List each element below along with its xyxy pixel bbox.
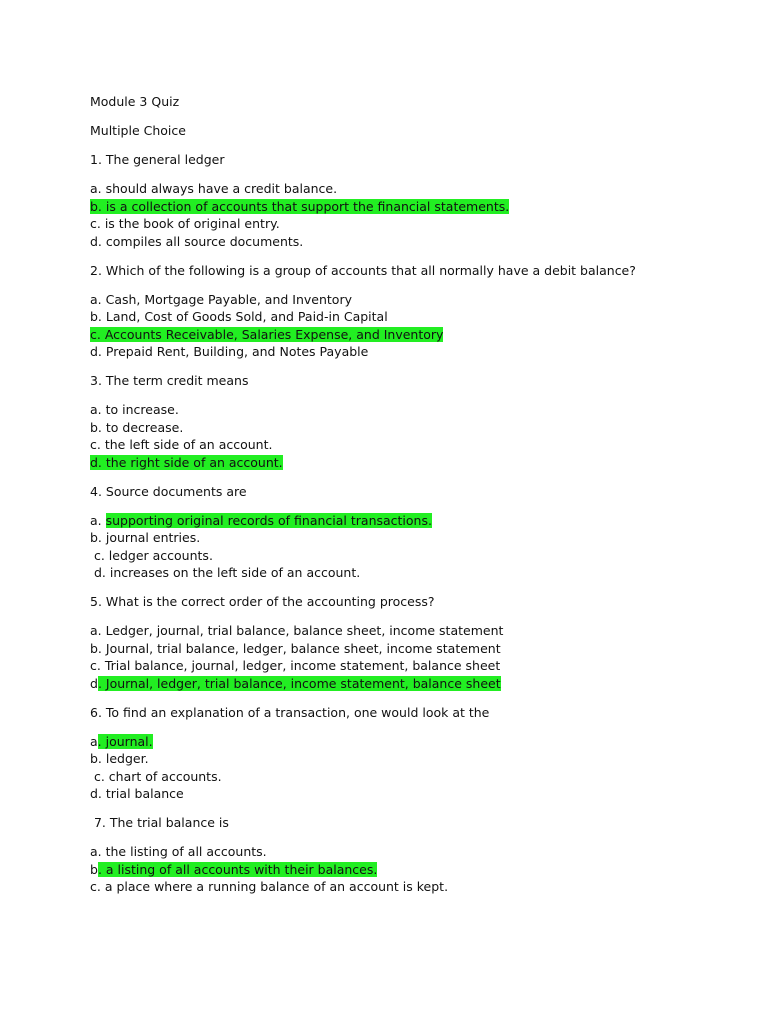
option-prefix: d xyxy=(90,675,98,691)
answer-option xyxy=(90,291,730,309)
option-text: Land, Cost of Goods Sold, and Paid-in Capital xyxy=(105,309,388,324)
answer-option-correct xyxy=(90,861,730,879)
option-text: Trial balance, journal, ledger, income statement, balance sheet xyxy=(104,658,501,673)
option-prefix: d. xyxy=(90,565,110,580)
question-stem: 1. The general ledger xyxy=(90,152,225,167)
answer-option xyxy=(90,768,730,786)
answer-option xyxy=(90,547,730,565)
option-prefix: c. xyxy=(90,216,105,231)
question-stem: 7. The trial balance is xyxy=(90,815,229,830)
answer-option xyxy=(90,785,730,803)
option-prefix: b. xyxy=(90,751,106,766)
option-prefix: d. xyxy=(90,786,106,801)
option-prefix: d. xyxy=(90,233,106,249)
option-text: a place where a running balance of an account is kept. xyxy=(104,879,449,894)
answer-option xyxy=(90,750,730,768)
question-stem: 2. Which of the following is a group of accounts that all normally have a debit balance? xyxy=(90,262,636,278)
option-text: should always have a credit balance. xyxy=(105,181,338,196)
option-prefix: b. xyxy=(90,530,106,545)
option-prefix: b xyxy=(90,861,98,877)
question-stem: 5. What is the correct order of the accounting process? xyxy=(90,594,435,609)
answer-option xyxy=(90,640,730,658)
quiz-document xyxy=(90,93,730,896)
option-prefix: c. xyxy=(90,547,109,563)
option-text: ledger accounts. xyxy=(108,547,213,563)
option-text: Ledger, journal, trial balance, balance sheet, income statement xyxy=(105,623,504,638)
option-prefix: c. xyxy=(90,437,105,452)
option-text: Cash, Mortgage Payable, and Inventory xyxy=(105,291,352,307)
answer-option xyxy=(90,843,730,861)
option-prefix: b. xyxy=(90,419,106,435)
answer-option xyxy=(90,657,730,675)
answer-option-correct xyxy=(90,198,730,216)
answer-option xyxy=(90,233,730,251)
answer-option xyxy=(90,622,730,640)
option-prefix: a xyxy=(90,733,98,749)
answer-option xyxy=(90,343,730,361)
answer-option xyxy=(90,215,730,233)
option-text: compiles all source documents. xyxy=(105,233,304,249)
option-text-highlighted: d. the right side of an account. xyxy=(90,454,283,470)
answer-option xyxy=(90,308,730,326)
option-prefix: b. xyxy=(90,640,106,656)
option-text-highlighted: . a listing of all accounts with their balances. xyxy=(97,861,378,877)
option-text: to increase. xyxy=(105,402,179,417)
document-subtitle: Multiple Choice xyxy=(90,123,186,138)
option-prefix: a. xyxy=(90,844,106,859)
answer-option xyxy=(90,401,730,419)
answer-option xyxy=(90,564,730,582)
answer-option-correct xyxy=(90,326,730,344)
answer-option xyxy=(90,419,730,437)
option-text-highlighted: c. Accounts Receivable, Salaries Expense, and Inventory xyxy=(90,326,444,342)
option-text-highlighted: b. is a collection of accounts that support the financial statements. xyxy=(90,198,510,214)
option-text: ledger. xyxy=(105,751,149,766)
option-prefix: a. xyxy=(90,181,106,196)
option-prefix: a. xyxy=(90,623,106,638)
option-text: increases on the left side of an account. xyxy=(109,565,361,580)
option-prefix: c. xyxy=(90,879,105,894)
option-text: is the book of original entry. xyxy=(104,216,280,231)
answer-option-correct xyxy=(90,512,730,530)
option-text: journal entries. xyxy=(105,530,201,545)
question-stem: 4. Source documents are xyxy=(90,483,247,499)
document-title: Module 3 Quiz xyxy=(90,94,180,109)
option-text: Prepaid Rent, Building, and Notes Payable xyxy=(105,344,369,359)
answer-option-correct xyxy=(90,675,730,693)
option-text: to decrease. xyxy=(105,419,184,435)
option-text-highlighted: supporting original records of financial transactions. xyxy=(105,512,432,528)
option-prefix: d. xyxy=(90,344,106,359)
question-stem: 3. The term credit means xyxy=(90,373,249,388)
option-text: the left side of an account. xyxy=(104,437,273,452)
option-prefix: a. xyxy=(90,402,106,417)
option-prefix: c. xyxy=(90,658,105,673)
option-text: Journal, trial balance, ledger, balance sheet, income statement xyxy=(105,640,501,656)
answer-option xyxy=(90,436,730,454)
answer-option-correct xyxy=(90,733,730,751)
answer-option xyxy=(90,878,730,896)
question-stem: 6. To find an explanation of a transaction, one would look at the xyxy=(90,704,490,720)
option-text: trial balance xyxy=(105,786,184,801)
option-text-highlighted: . journal. xyxy=(97,733,153,749)
option-text: the listing of all accounts. xyxy=(105,844,267,859)
answer-option xyxy=(90,529,730,547)
option-prefix: a. xyxy=(90,291,106,307)
option-text-highlighted: . Journal, ledger, trial balance, income statement, balance sheet xyxy=(97,675,501,691)
option-prefix: a. xyxy=(90,512,106,528)
answer-option-correct xyxy=(90,454,730,472)
answer-option xyxy=(90,180,730,198)
option-prefix: b. xyxy=(90,309,106,324)
option-text: chart of accounts. xyxy=(108,768,222,784)
option-prefix: c. xyxy=(90,768,109,784)
